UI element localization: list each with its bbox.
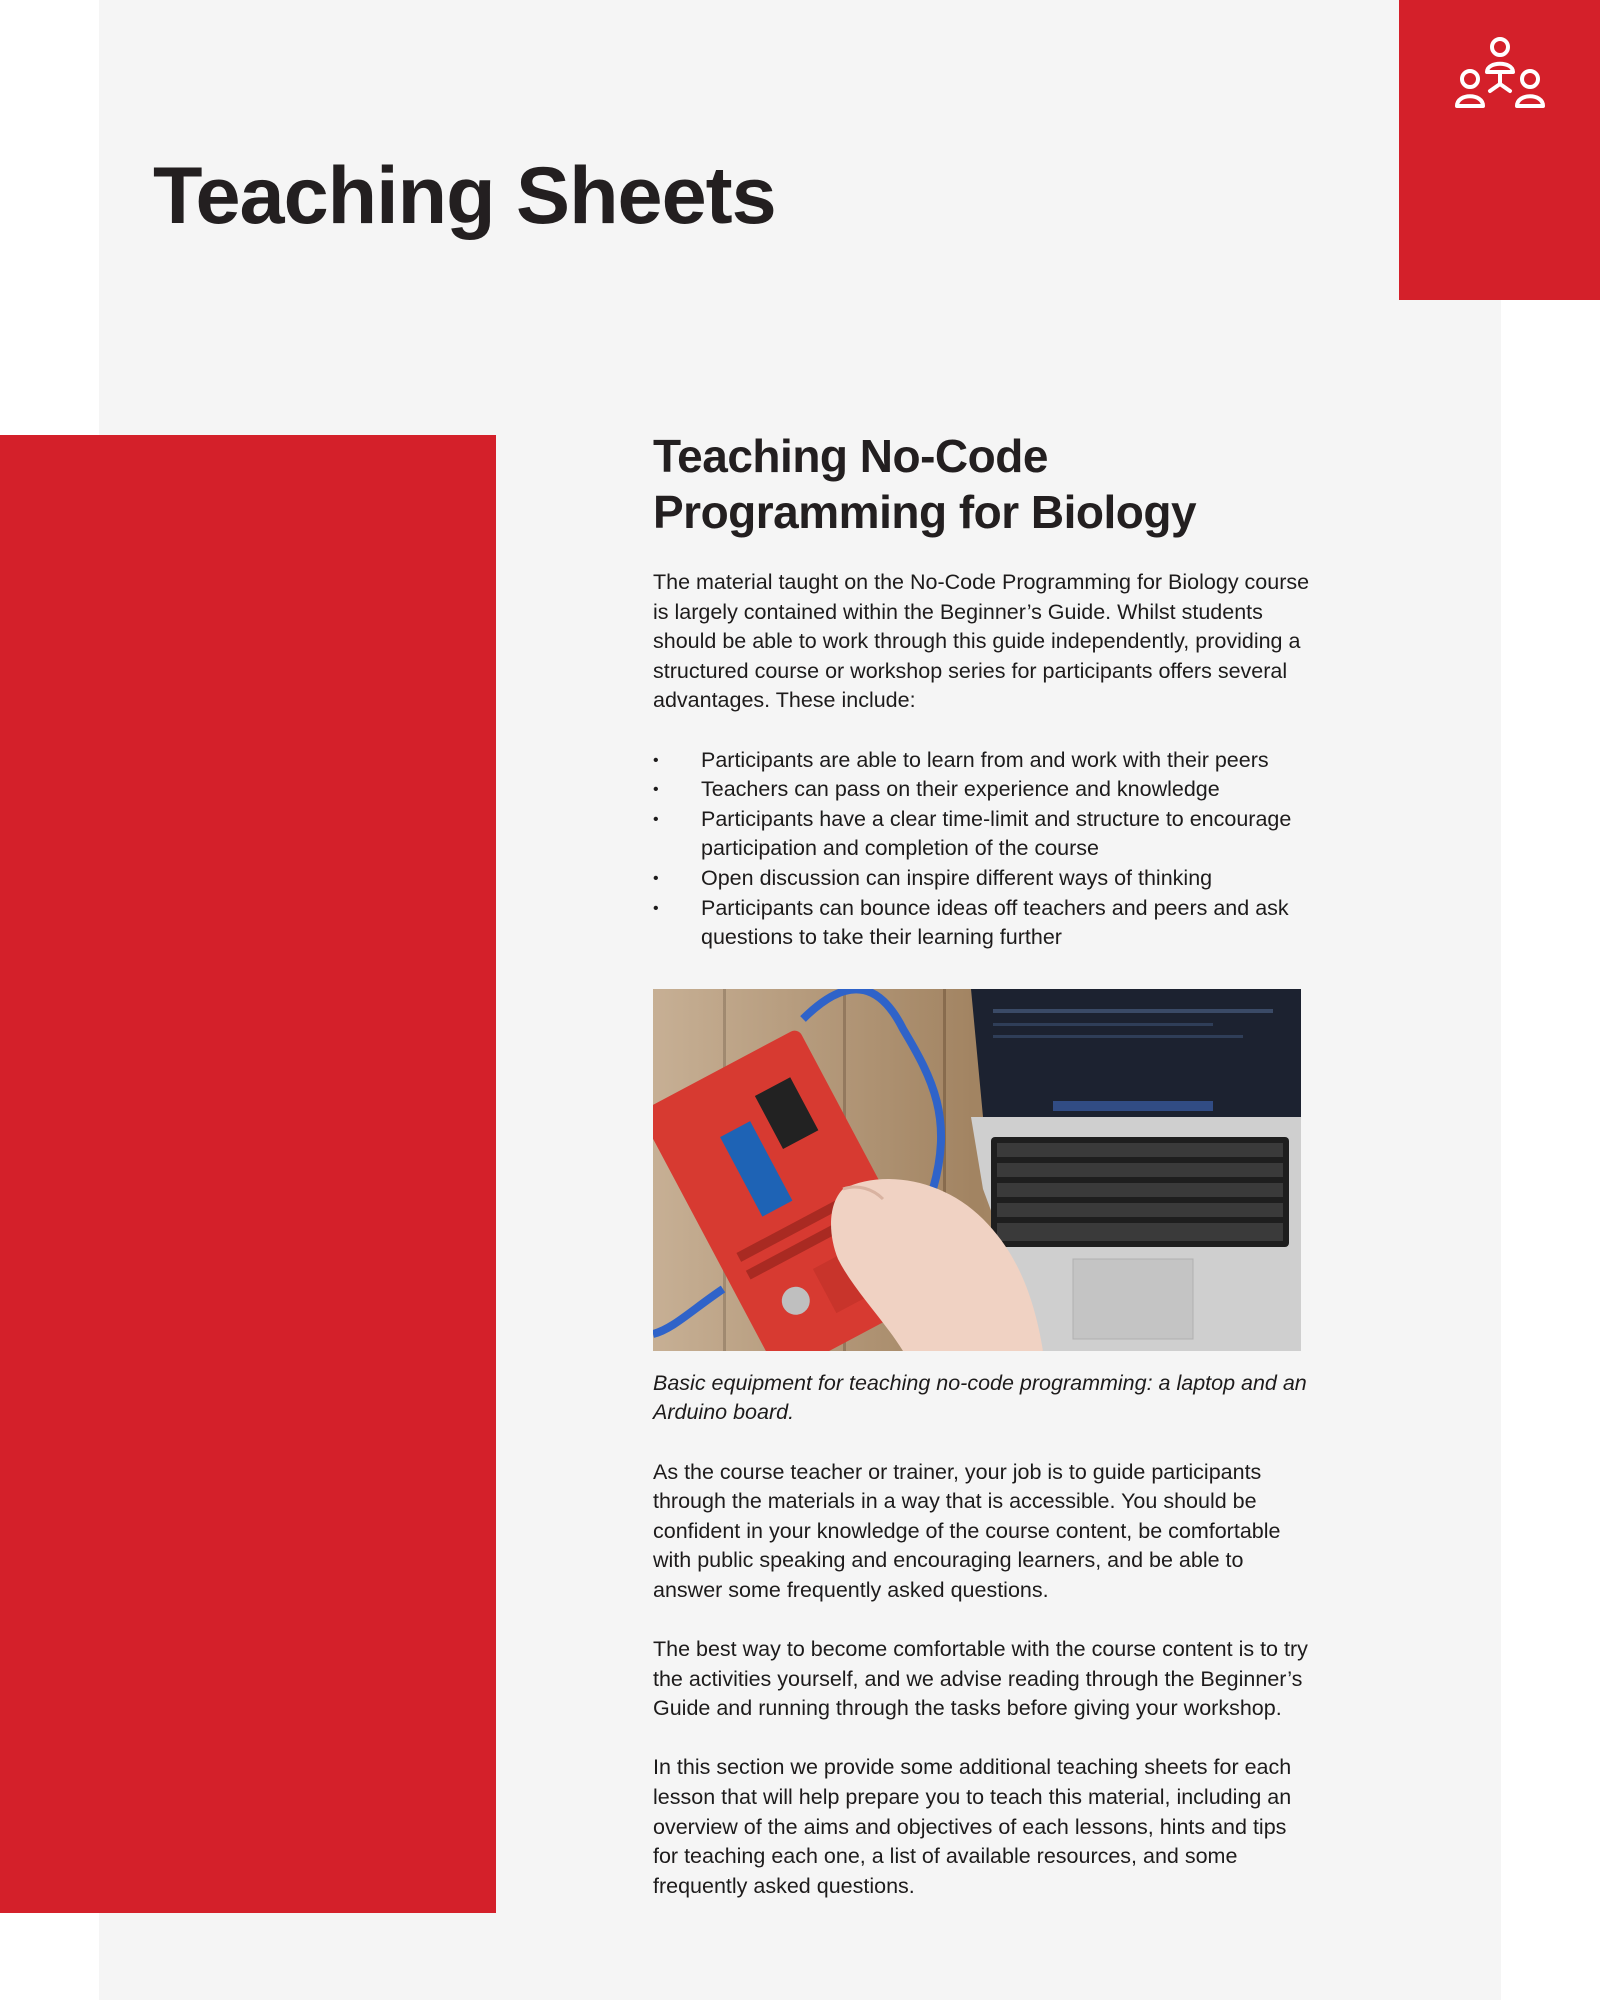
list-item: • Participants have a clear time-limit and structure to encourage participation and completion of the course [653,805,1313,864]
section-title-line-2: Programming for Biology [653,486,1197,538]
body-paragraph: As the course teacher or trainer, your job is to guide participants through the materials in a way that is accessible. You should be confident in your knowledge of the course content, be comfortable with public speaking and encouraging learners, and be able to answer some frequently asked questions. [653,1459,1281,1602]
list-item: • Teachers can pass on their experience and knowledge [653,775,1313,805]
equipment-photo [653,989,1301,1351]
body-paragraph: In this section we provide some additional teaching sheets for each lesson that will help prepare you to teach this material, including an overview of the aims and objectives of each lessons, hints and tips for teaching each one, a list of available resources, and some frequently asked questions. [653,1755,1292,1898]
page-title: Teaching Sheets [153,151,776,241]
list-item: • Participants can bounce ideas off teachers and peers and ask questions to take their learning further [653,894,1313,953]
decorative-red-block [0,435,496,1913]
photo-caption: Basic equipment for teaching no-code programming: a laptop and an Arduino board. [653,1370,1307,1425]
main-content [653,428,1313,1901]
body-paragraph: The best way to become comfortable with the course content is to try the activities yourself, and we advise reading through the Beginner’s Guide and running through the tasks before giving your workshop. [653,1637,1308,1721]
header-icon-block [1399,0,1600,300]
list-item: • Participants are able to learn from and work with their peers [653,746,1313,776]
section-title-line-1: Teaching No-Code [653,430,1048,482]
section-title [653,428,1313,540]
group-network-icon [1450,34,1550,114]
list-item: • Open discussion can inspire different ways of thinking [653,864,1313,894]
intro-paragraph: The material taught on the No-Code Programming for Biology course is largely contained within the Beginner’s Guide. Whilst students should be able to work through this guide independently, providing a structured course or workshop series for participants offers several advantages. These include: [653,570,1310,713]
advantages-list [653,746,1313,953]
